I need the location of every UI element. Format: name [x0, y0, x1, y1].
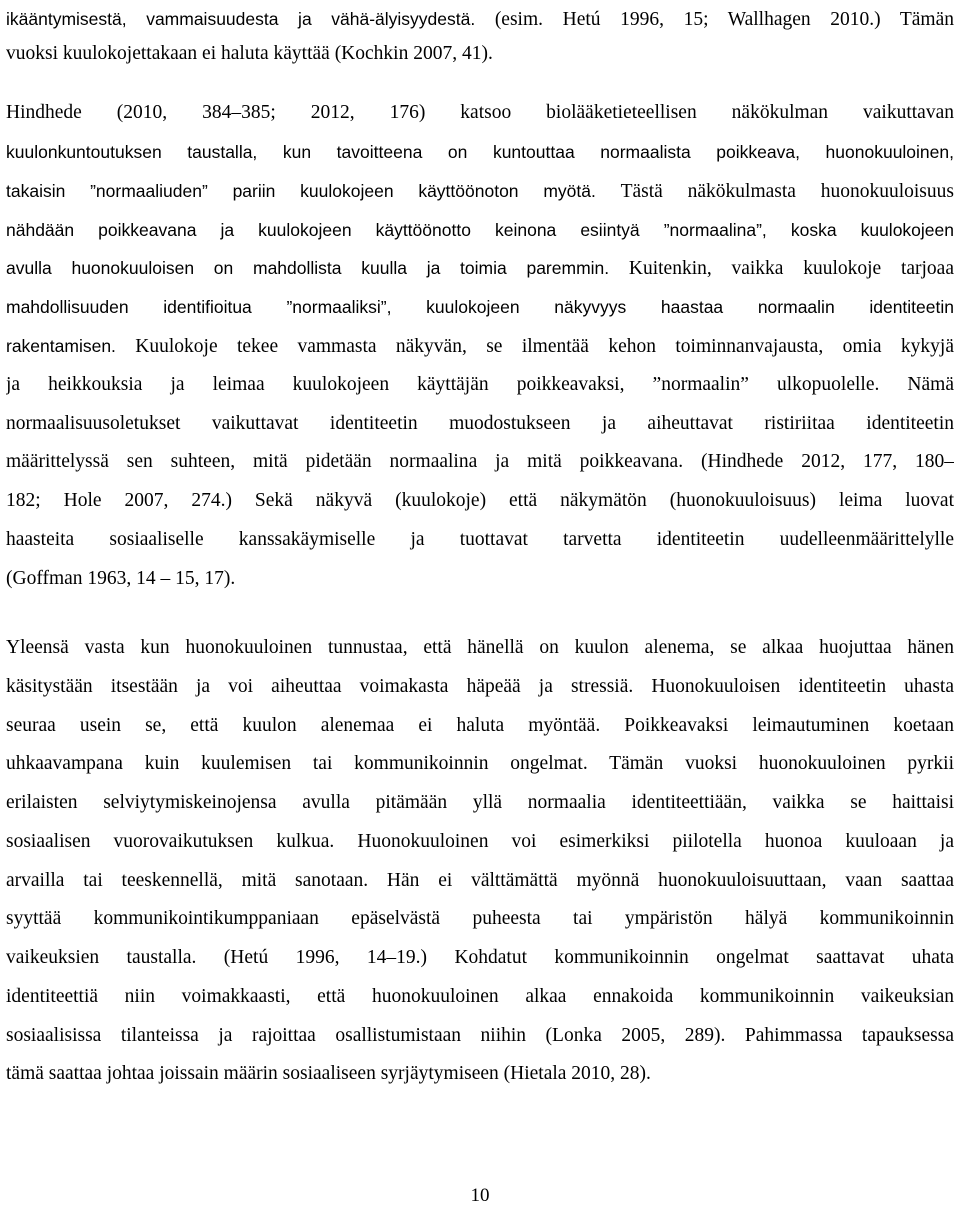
- text-line: [6, 482, 954, 521]
- text-segment: normaalisuusoletukset vaikuttavat identiteetin muodostukseen ja aiheuttavat ristiriitaa identiteetin: [6, 413, 954, 434]
- text-line: [6, 405, 954, 444]
- text-line: [6, 939, 954, 978]
- text-line: [6, 1017, 954, 1056]
- text-line: [6, 862, 954, 901]
- text-segment: rakentamisen.: [6, 336, 136, 356]
- text-line: [6, 978, 954, 1017]
- text-segment: mahdollisuuden identifioitua ”normaaliksi”, kuulokojeen näkyvyys haastaa normaalin identiteetin: [6, 297, 954, 317]
- text-segment: Tästä näkökulmasta huonokuuloisuus: [620, 181, 954, 202]
- text-segment: seuraa usein se, että kuulon alenemaa ei haluta myöntää. Poikkeavaksi leimautuminen koetaan: [6, 715, 954, 736]
- text-line: [6, 211, 954, 250]
- text-segment: identiteettiä niin voimakkaasti, että huonokuuloinen alkaa ennakoida kommunikoinnin vaikeuksian: [6, 986, 954, 1007]
- text-line: [6, 745, 954, 784]
- text-line: [6, 94, 954, 133]
- text-segment: vuoksi kuulokojettakaan ei haluta käyttää (Kochkin 2007, 41).: [6, 43, 493, 64]
- text-line: [6, 172, 954, 211]
- text-segment: nähdään poikkeavana ja kuulokojeen käyttöönotto keinona esiintyä ”normaalina”, koska kuulokojeen: [6, 220, 954, 240]
- text-segment: avulla huonokuuloisen on mahdollista kuulla ja toimia paremmin.: [6, 258, 629, 278]
- text-segment: (Goffman 1963, 14 – 15, 17).: [6, 568, 236, 589]
- text-line: [6, 443, 954, 482]
- text-line: [6, 900, 954, 939]
- text-segment: syyttää kommunikointikumppaniaan epäselvästä puheesta tai ympäristön hälyä kommunikoinnin: [6, 908, 954, 929]
- page-number: 10: [470, 1185, 490, 1206]
- text-line: [6, 327, 954, 366]
- text-line: [6, 288, 954, 327]
- text-line: [6, 668, 954, 707]
- text-segment: ikääntymisestä, vammaisuudesta ja vähä-älyisyydestä.: [6, 9, 495, 29]
- text-line: [6, 823, 954, 862]
- text-segment: käsitystään itsestään ja voi aiheuttaa voimakasta häpeää ja stressiä. Huonokuuloisen identiteetin uhasta: [6, 676, 954, 697]
- text-line: [6, 560, 954, 599]
- text-line: [6, 35, 954, 74]
- text-segment: sosiaalisissa tilanteissa ja rajoittaa osallistumistaan niihin (Lonka 2005, 289). Pahimmassa tapauksessa: [6, 1025, 954, 1046]
- text-line: [6, 1055, 954, 1094]
- text-line: [6, 521, 954, 560]
- text-segment: vaikeuksien taustalla. (Hetú 1996, 14–19.) Kohdatut kommunikoinnin ongelmat saattavat uhata: [6, 947, 954, 968]
- text-segment: tämä saattaa johtaa joissain määrin sosiaaliseen syrjäytymiseen (Hietala 2010, 28).: [6, 1063, 651, 1084]
- text-line: [6, 0, 954, 39]
- text-segment: haasteita sosiaaliselle kanssakäymiselle ja tuottavat tarvetta identiteetin uudelleenmäärittelylle: [6, 529, 954, 550]
- text-segment: erilaisten selviytymiskeinojensa avulla pitämään yllä normaalia identiteettiään, vaikka se haittaisi: [6, 792, 954, 813]
- text-line: [6, 784, 954, 823]
- text-segment: määrittelyssä sen suhteen, mitä pidetään normaalina ja mitä poikkeavana. (Hindhede 2012, 177, 180–: [6, 451, 954, 472]
- text-line: [6, 707, 954, 746]
- text-segment: sosiaalisen vuorovaikutuksen kulkua. Huonokuuloinen voi esimerkiksi piilotella huonoa kuuloaan ja: [6, 831, 954, 852]
- text-segment: Yleensä vasta kun huonokuuloinen tunnustaa, että hänellä on kuulon alenema, se alkaa huojuttaa hänen: [6, 637, 954, 658]
- text-segment: 182; Hole 2007, 274.) Sekä näkyvä (kuulokoje) että näkymätön (huonokuuloisuus) leima luovat: [6, 490, 954, 511]
- text-segment: (esim. Hetú 1996, 15; Wallhagen 2010.) Tämän: [494, 9, 954, 30]
- text-line: [6, 249, 954, 288]
- text-segment: ja heikkouksia ja leimaa kuulokojeen käyttäjän poikkeavaksi, ”normaalin” ulkopuolelle. Nämä: [6, 374, 954, 395]
- text-line: [6, 366, 954, 405]
- text-segment: Kuulokoje tekee vammasta näkyvän, se ilmentää kehon toiminnanvajausta, omia kykyjä: [135, 336, 954, 357]
- text-segment: takaisin ”normaaliuden” pariin kuulokojeen käyttöönoton myötä.: [6, 181, 621, 201]
- text-line: [6, 629, 954, 668]
- text-segment: Hindhede (2010, 384–385; 2012, 176) katsoo biolääketieteellisen näkökulman vaikuttavan: [6, 102, 954, 123]
- text-segment: kuulonkuntoutuksen taustalla, kun tavoitteena on kuntouttaa normaalista poikkeava, huonokuuloinen,: [6, 142, 954, 162]
- text-segment: uhkaavampana kuin kuulemisen tai kommunikoinnin ongelmat. Tämän vuoksi huonokuuloinen pyrkii: [6, 753, 954, 774]
- text-segment: arvailla tai teeskennellä, mitä sanotaan. Hän ei välttämättä myönnä huonokuuloisuuttaan, vaan saattaa: [6, 870, 954, 891]
- text-line: [6, 133, 954, 172]
- text-segment: Kuitenkin, vaikka kuulokoje tarjoaa: [628, 258, 954, 279]
